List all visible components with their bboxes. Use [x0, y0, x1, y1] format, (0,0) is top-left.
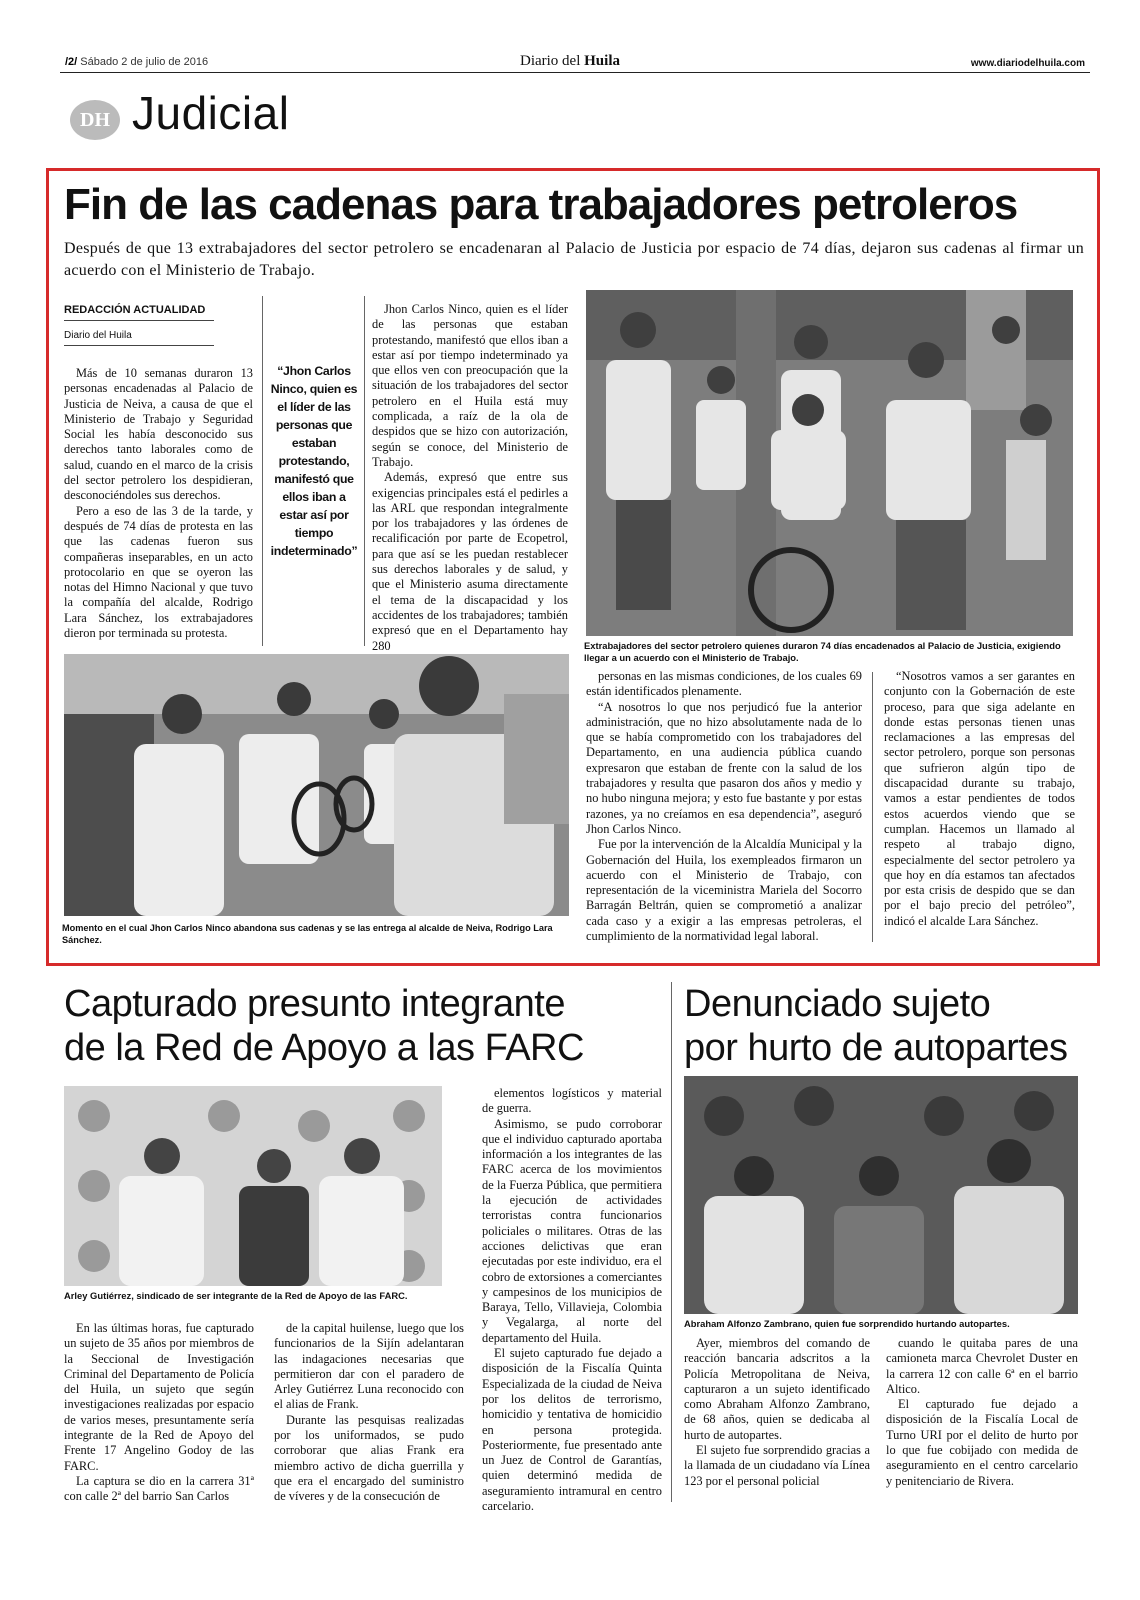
paragraph: elementos logísticos y material de guerra.	[482, 1086, 662, 1116]
page-number: /2/	[65, 56, 78, 68]
article1-byline-block	[64, 304, 214, 346]
paragraph: La captura se dio en la carrera 31ª con calle 2ª del barrio San Carlos	[64, 1473, 254, 1504]
paragraph: de la capital huilense, luego que los funcionarios de la Sijín adelantaran las indagaciones necesarias que permitieron dar con el paradero de Arley Gutiérrez Luna reconocido con el alias de Frank.	[274, 1321, 464, 1412]
headline-line: por hurto de autopartes	[684, 1027, 1068, 1069]
farc-arrest-photo	[64, 1086, 442, 1286]
article2-headline	[64, 982, 584, 1070]
byline-rule	[64, 345, 214, 346]
paragraph: personas en las mismas condiciones, de los cuales 69 están identificados plenamente.	[586, 669, 862, 699]
autoparts-arrest-photo	[684, 1076, 1078, 1314]
paragraph: Durante las pesquisas realizadas por los uniformados, se pudo corroborar que alias Frank era miembro activo de dicha guerrilla y que era el encargado del suministro de víveres y de la consecución de	[274, 1412, 464, 1504]
paragraph: Asimismo, se pudo corroborar que el individuo capturado aportaba información a los integrantes de las FARC acerca de los movimientos de la Fuerza Pública, que permitiera la ejecución de actividades terroristas contra funcionarios policiales o militares. Otras de las acciones delictivas que eran ejecutadas por este individuo, era el cobro de extorsiones a comerciantes y campesinos de los municipios de Baraya, Tello, Villavieja, Colombia y Vegalarga, al norte del departamento del Huila.	[482, 1116, 662, 1345]
website-url: www.diariodelhuila.com	[970, 58, 1085, 69]
article2-column-3	[482, 1086, 662, 1514]
article1-column-3	[372, 302, 568, 654]
masthead-prefix: Diario del	[519, 53, 585, 69]
article1-headline: Fin de las cadenas para trabajadores petroleros	[64, 180, 1018, 229]
article3-headline	[684, 982, 1068, 1070]
pull-quote: “Jhon Carlos Ninco, quien es el líder de las personas que estaban protestando, manifestó que ellos iban a estar así por tiempo indeterminado”	[270, 364, 358, 558]
article3-photo-caption: Abraham Alfonzo Zambrano, quien fue sorprendido hurtando autopartes.	[684, 1318, 1010, 1329]
article2-column-2	[274, 1321, 464, 1505]
paragraph: El sujeto capturado fue dejado a disposición de la Fiscalía Quinta Especializada de la ciudad de Neiva por los delitos de terrorismo, homicidio y tentativa de homicidio en persona protegida. Posteriormente, fue presentado ante un Juez de Control de Garantías, quien determinó medida de aseguramiento intramural en centro carcelario.	[482, 1346, 662, 1514]
photo2-caption: Momento en el cual Jhon Carlos Ninco abandona sus cadenas y se las entrega al alcalde de Neiva, Rodrigo Lara Sánchez.	[62, 923, 553, 945]
column-rule	[364, 296, 365, 646]
photo-illustration	[64, 654, 569, 916]
column-rule	[262, 296, 263, 646]
paragraph: El capturado fue dejado a disposición de la Fiscalía Local de Turno URI por el delito de hurto por lo que fue cobijado con medida de aseguramiento en el centro carcelario y penitenciario de Rivera.	[886, 1397, 1078, 1488]
byline-rule	[64, 320, 214, 321]
paragraph: Ayer, miembros del comando de reacción bancaria adscritos a la Policía Metropolitana de Neiva, capturaron a un sujeto identificado como Abraham Alfonzo Zambrano, de 68 años, quien se dedicaba al hurto de autopartes.	[684, 1336, 870, 1442]
photo-illustration	[586, 290, 1073, 636]
headline-line: Capturado presunto integrante	[64, 983, 565, 1025]
paragraph: “A nosotros lo que nos perjudicó fue la anterior administración, que no hizo absolutamente nada de lo que se había comprometido con los trabajadores del Departamento, en una audiencia pública cuando expresaron que estaban de frente con la salud de los trabajadores y resulta que pasaron dos años y medio y no hubo ninguna mejora; y esto fue bastante y por estas razones, ya no creíamos en esa dependencia”, aseguró Jhon Carlos Ninco.	[586, 699, 862, 836]
paragraph: cuando le quitaba pares de una camioneta marca Chevrolet Duster en la carrera 12 con calle 6ª en el barrio Altico.	[886, 1336, 1078, 1396]
photo-illustration	[684, 1076, 1078, 1314]
byline: REDACCIÓN ACTUALIDAD	[64, 304, 206, 316]
section-title: Judicial	[132, 87, 290, 139]
issue-date: Sábado 2 de julio de 2016	[80, 56, 209, 68]
paragraph: Fue por la intervención de la Alcaldía Municipal y la Gobernación del Huila, los exempleados firmaron un acuerdo con el Ministerio de Trabajo, con representación de la viceministra Mariela del Socorro Barragán Beltrán, quien se comprometió a analizar cada caso y a exigir a las empresas petroleras, el cumplimiento de la normatividad legal laboral.	[586, 837, 862, 944]
article2-column-1	[64, 1321, 254, 1505]
paragraph: Pero a eso de las 3 de la tarde, y después de 74 días de protesta en las que las cadenas fueron sus compañeras inseparables, en un acto protocolario en que se oyeron las notas del Himno Nacional y que tuvo la compañía del alcalde, Rodrigo Lara Sánchez, los extrabajadores dieron por terminada su protesta.	[64, 503, 253, 641]
article3-column-2	[886, 1336, 1078, 1489]
masthead	[0, 53, 1140, 70]
masthead-huila: Huila	[584, 53, 620, 69]
article1-column-1	[64, 366, 253, 641]
workers-protest-photo	[586, 290, 1073, 636]
paragraph: Más de 10 semanas duraron 13 personas encadenadas al Palacio de Justicia de Neiva, a causa de que el Ministerio de Trabajo y Seguridad Social les había desconocido sus derechos tanto laborales como de salud, cuando en el marco de la crisis del sector petrolero los despidieran, desconociéndoles sus derechos.	[64, 366, 253, 503]
paragraph: El sujeto fue sorprendido gracias a la llamada de un ciudadano vía Línea 123 por el personal policial	[684, 1443, 870, 1488]
photo1-caption: Extrabajadores del sector petrolero quienes duraron 74 días encadenados al Palacio de Justicia, exigiendo llegar a un acuerdo con el Ministerio de Trabajo.	[584, 640, 1061, 663]
article3-column-1	[684, 1336, 870, 1489]
column-rule	[872, 672, 873, 942]
paragraph: Además, expresó que entre sus exigencias principales está el pedirles a las ARL que respondan integralmente por los trabajadores y las órdenes de recalificación por parte de Ecopetrol, para que así se les puedan restablecer sus derechos laborales y de salud, y que el Ministerio asuma directamente el tema de la discapacidad y los accidentes de los trabajadores; también expresó que en el Departamento hay 280	[372, 470, 568, 653]
article1-column-4	[586, 669, 862, 944]
article1-lead: Después de que 13 extrabajadores del sector petrolero se encadenaran al Palacio de Justicia por espacio de 74 días, dejaron sus cadenas al firmar un acuerdo con el Ministerio de Trabajo.	[64, 240, 1084, 279]
chains-handover-photo	[64, 654, 569, 916]
paragraph: Jhon Carlos Ninco, quien es el líder de las personas que estaban protestando, manifestó que ellos iban a estar así por tiempo indeterminado ya que ellos ven con preocupación que la situación de los trabajadores del sector petrolero en el Huila está muy complicada, a raíz de la ola de despidos que se hizo con autorización, según se conoce, del Ministerio de Trabajo.	[372, 302, 568, 469]
header-rule	[60, 72, 1090, 73]
article1-column-5	[884, 669, 1075, 929]
byline-source: Diario del Huila	[64, 330, 132, 341]
paragraph: En las últimas horas, fue capturado un sujeto de 35 años por miembros de la Seccional de Investigación Criminal del Departamento de Policía del Huila, un sujeto que según investigaciones realizadas por espacio de varios meses, presuntamente sería integrante de la Red de Apoyo del Frente 17 Angelino Godoy de las FARC.	[64, 1321, 254, 1473]
dh-logo-icon: DH	[70, 100, 120, 140]
paragraph: “Nosotros vamos a ser garantes en conjunto con la Gobernación de este proceso, para que siga adelante en donde estas personas tienen unas reclamaciones a las empresas del sector petrolero, porque son personas que sufrieron algún tipo de discapacidad durante su trabajo, vamos a estar pendientes de todos estos acuerdos viendo que se cumplan. Hacemos un llamado al respeto al trabajo digno, especialmente del sector petrolero ya que hoy en día estamos tan afectados por esta crisis de despido que se dan por el bajo precio del petróleo”, indicó el alcalde Lara Sánchez.	[884, 669, 1075, 928]
article-divider	[671, 982, 672, 1502]
photo-illustration	[64, 1086, 442, 1286]
headline-line: Denunciado sujeto	[684, 983, 991, 1025]
headline-line: de la Red de Apoyo a las FARC	[64, 1027, 584, 1069]
article2-photo-caption: Arley Gutiérrez, sindicado de ser integrante de la Red de Apoyo de las FARC.	[64, 1290, 408, 1301]
